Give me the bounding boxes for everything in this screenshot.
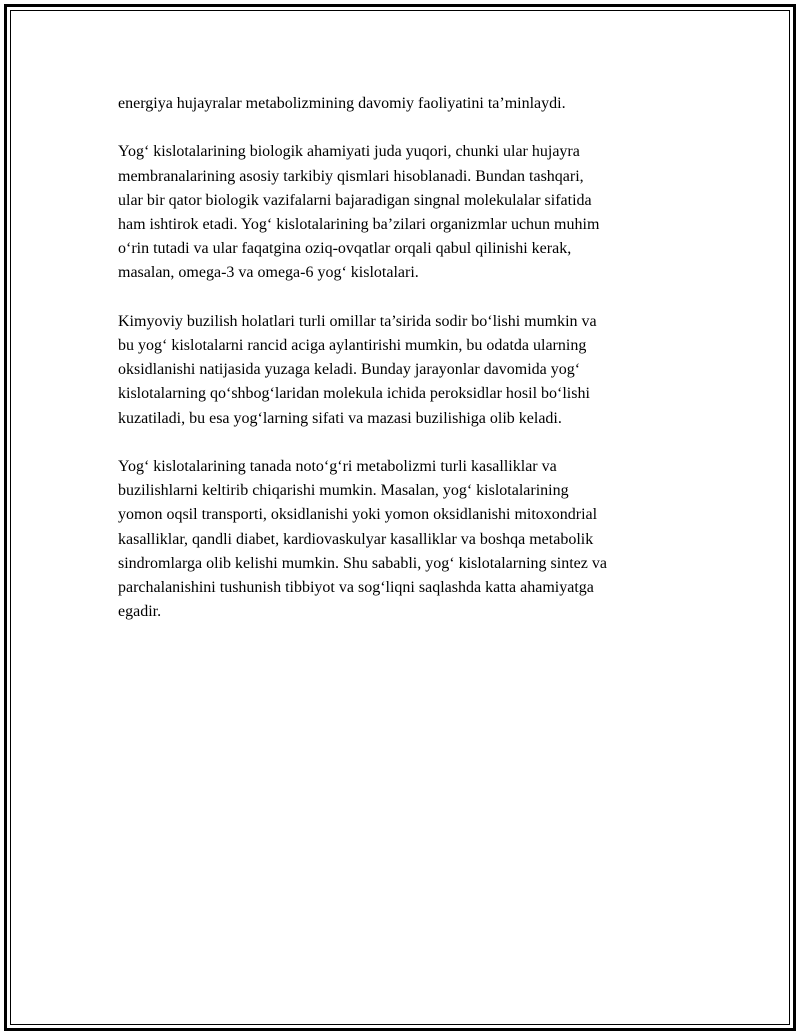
text-line: sindromlarga olib kelishi mumkin. Shu sababli, yog‘ kislotalarning sintez va	[118, 554, 607, 572]
text-line: Kimyoviy buzilish holatlari turli omillar ta’sirida sodir bo‘lishi mumkin va	[118, 312, 597, 330]
text-line: energiya hujayralar metabolizmining davomiy faoliyatini ta’minlaydi.	[118, 95, 566, 112]
paragraph	[118, 92, 708, 116]
text-line: ular bir qator biologik vazifalarni bajaradigan singnal molekulalar sifatida	[118, 191, 592, 209]
text-line: Yog‘ kislotalarining tanada noto‘g‘ri metabolizmi turli kasalliklar va	[118, 458, 557, 475]
text-line: bu yog‘ kislotalarni rancid aciga aylantirishi mumkin, bu odatda ularning	[118, 337, 587, 354]
text-line: yomon oqsil transporti, oksidlanishi yoki yomon oksidlanishi mitoxondrial	[118, 506, 598, 524]
text-line: egadir.	[118, 603, 162, 621]
text-line: parchalanishini tushunish tibbiyot va sog‘liqni saqlashda katta ahamiyatga	[118, 579, 594, 597]
text-line: o‘rin tutadi va ular faqatgina oziq-ovqatlar orqali qabul qilinishi kerak,	[118, 240, 572, 258]
paragraph	[118, 140, 708, 285]
text-line: membranalarining asosiy tarkibiy qismlari hisoblanadi. Bundan tashqari,	[118, 167, 584, 185]
text-line: buzilishlarni keltirib chiqarishi mumkin. Masalan, yog‘ kislotalarining	[118, 482, 569, 500]
document-body	[118, 92, 708, 649]
text-line: ham ishtirok etadi. Yog‘ kislotalarining ba’zilari organizmlar uchun muhim	[118, 216, 600, 233]
text-line: kasalliklar, qandli diabet, kardiovaskulyar kasalliklar va boshqa metabolik	[118, 530, 594, 548]
text-line: masalan, omega-3 va omega-6 yog‘ kislotalari.	[118, 264, 419, 282]
text-line: kuzatiladi, bu esa yog‘larning sifati va mazasi buzilishiga olib keladi.	[118, 409, 562, 427]
text-line: oksidlanishi natijasida yuzaga keladi. Bunday jarayonlar davomida yog‘	[118, 361, 581, 379]
text-line: kislotalarning qo‘shbog‘laridan molekula ichida peroksidlar hosil bo‘lishi	[118, 385, 590, 403]
paragraph	[118, 310, 708, 431]
text-line: Yog‘ kislotalarining biologik ahamiyati juda yuqori, chunki ular hujayra	[118, 143, 580, 161]
paragraph	[118, 455, 708, 624]
